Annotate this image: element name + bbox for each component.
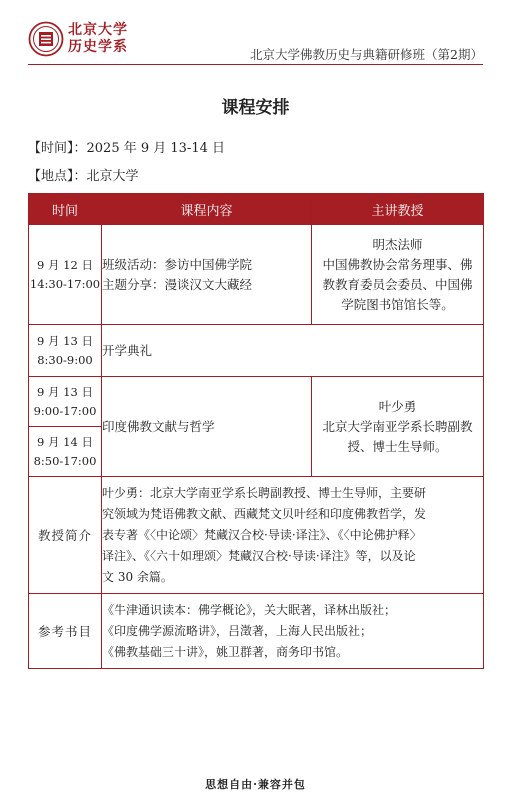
table-row xyxy=(29,477,484,594)
page-header xyxy=(0,0,511,70)
row1-content-cell xyxy=(102,225,312,325)
row1-teacher-cell xyxy=(312,225,484,325)
row3-time-cell xyxy=(29,377,102,427)
row2-time: 8:30-9:00 xyxy=(37,352,93,367)
bio-line1: 叶少勇：北京大学南亚学系长聘副教授、博士生导师，主要研 xyxy=(102,485,427,500)
row3-teacher-desc2: 授、博士生导师。 xyxy=(347,438,448,454)
bio-line2: 究领域为梵语佛教文献、西藏梵文贝叶经和印度佛教哲学，发 xyxy=(102,506,427,521)
row1-teacher-desc1: 中国佛教协会常务理事、佛 xyxy=(322,256,473,272)
row3-teacher-cell xyxy=(312,377,484,477)
course-time: 【时间】：2025 年 9 月 13-14 日 xyxy=(28,141,225,156)
table-row xyxy=(29,377,484,427)
course-place: 【地点】：北京大学 xyxy=(28,169,139,184)
row1-time-cell xyxy=(29,225,102,325)
bio-label: 教授简介 xyxy=(29,477,102,594)
header-content: 课程内容 xyxy=(102,194,312,225)
department-logo xyxy=(28,21,132,61)
bio-text xyxy=(102,477,484,594)
row1-teacher-name: 明杰法师 xyxy=(372,236,423,252)
row4-time-cell xyxy=(29,427,102,477)
row1-teacher-desc3: 学院图书馆馆长等。 xyxy=(341,296,454,312)
row2-content-cell: 开学典礼 xyxy=(102,325,484,377)
header-divider xyxy=(28,64,483,65)
header-teacher: 主讲教授 xyxy=(312,194,484,225)
row3-teacher-desc1: 北京大学南亚学系长聘副教 xyxy=(322,418,473,434)
row3-time: 9:00-17:00 xyxy=(33,403,97,418)
row3-content-cell: 印度佛教文献与哲学 xyxy=(102,377,312,477)
ref-line1: 《牛津通识读本：佛学概论》，关大眠著，译林出版社； xyxy=(102,602,397,617)
refs-text xyxy=(102,594,484,669)
row3-date: 9 月 13 日 xyxy=(37,384,93,399)
row2-time-cell xyxy=(29,325,102,377)
bio-line4: 译注》、《〈六十如理颂〉梵藏汉合校·导读·译注》等，以及论 xyxy=(102,548,416,563)
logo-line1: 北京大学 xyxy=(68,22,128,38)
row1-content1: 班级活动：参访中国佛学院 xyxy=(102,256,253,272)
table-row xyxy=(29,325,484,377)
row4-time: 8:50-17:00 xyxy=(33,453,97,468)
page-title: 课程安排 xyxy=(221,98,290,118)
logo-text xyxy=(68,22,128,56)
bio-line3: 表专著《〈中论颂〉梵藏汉合校·导读·译注》、《〈中论佛护释〉 xyxy=(102,527,422,542)
row1-teacher-desc2: 教教育委员会委员、中国佛 xyxy=(322,276,473,292)
ref-line3: 《佛教基础三十讲》，姚卫群著，商务印书馆。 xyxy=(102,644,349,659)
row4-date: 9 月 14 日 xyxy=(37,434,93,449)
university-seal-icon xyxy=(28,21,64,57)
row2-date: 9 月 13 日 xyxy=(37,333,93,348)
bio-line5: 文 30 余篇。 xyxy=(102,569,173,584)
row3-teacher-name: 叶少勇 xyxy=(378,398,417,414)
footer-motto: 思想自由·兼容并包 xyxy=(205,778,306,791)
schedule-table xyxy=(28,193,484,669)
row1-date: 9 月 12 日 xyxy=(37,257,93,272)
row1-content2: 主题分享：漫谈汉文大藏经 xyxy=(102,276,253,292)
refs-label: 参考书目 xyxy=(29,594,102,669)
header-time: 时间 xyxy=(29,194,102,225)
table-row xyxy=(29,594,484,669)
row1-time: 14:30-17:00 xyxy=(29,276,101,291)
ref-line2: 《印度佛学源流略讲》，吕澂著，上海人民出版社； xyxy=(102,623,373,638)
logo-line2: 历史学系 xyxy=(68,39,128,55)
table-row xyxy=(29,225,484,325)
program-title: 北京大学佛教历史与典籍研修班（第2期） xyxy=(250,47,483,62)
table-header-row xyxy=(29,194,484,225)
